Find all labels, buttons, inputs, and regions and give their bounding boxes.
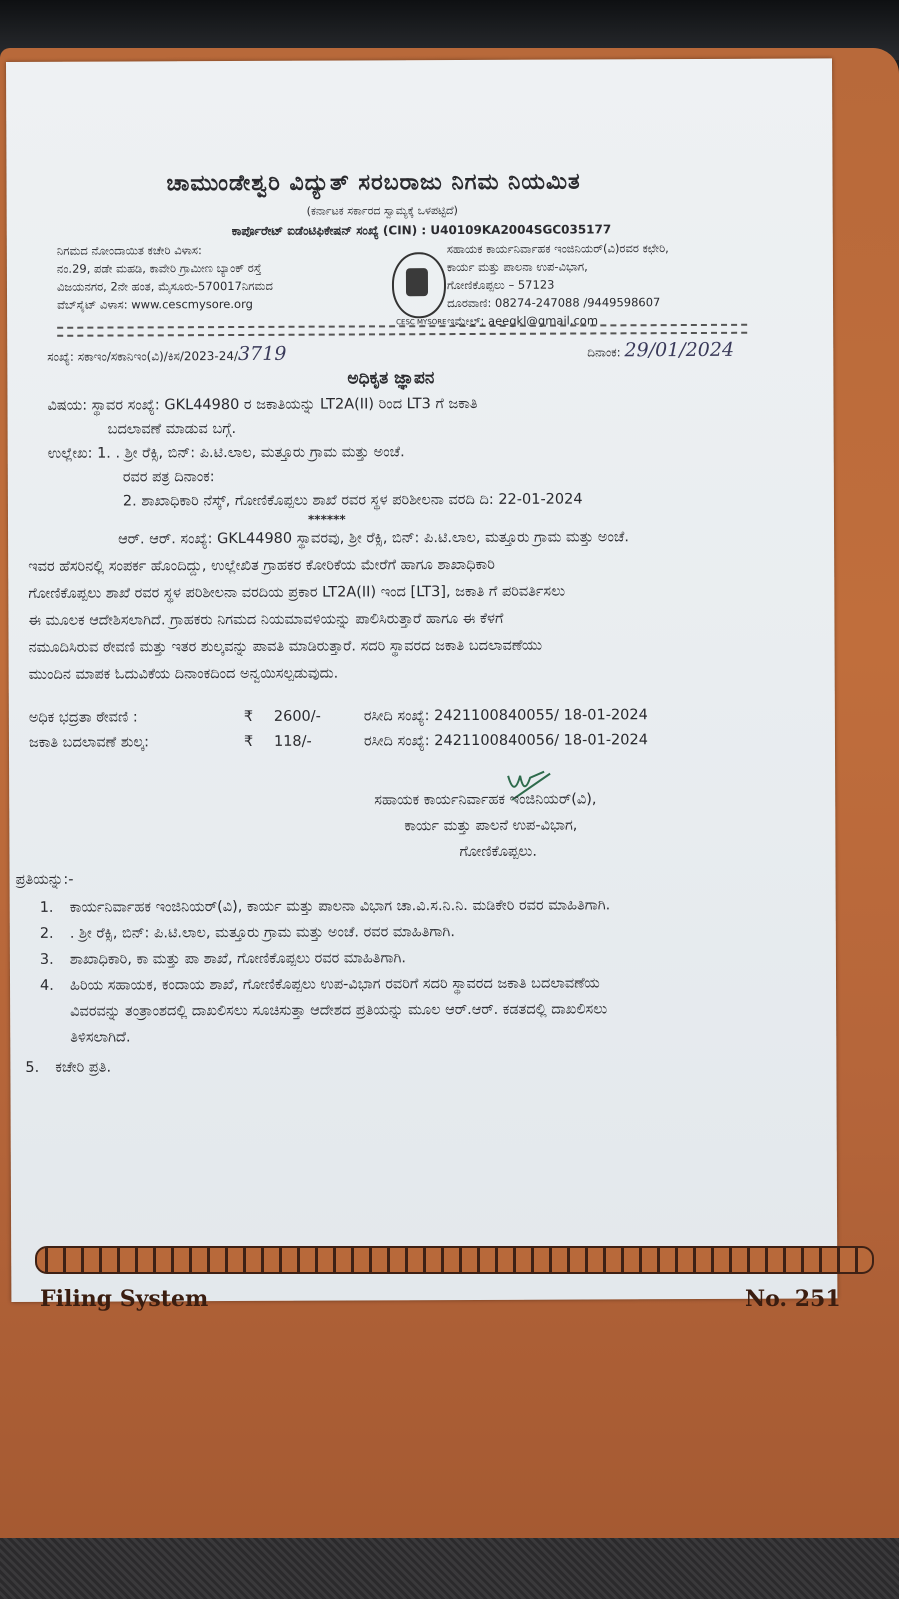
reference-1-continued: ರವರ ಪತ್ರ ದಿನಾಂಕ:	[122, 469, 215, 486]
date-label: ದಿನಾಂಕ:	[587, 345, 621, 360]
reference-number-handwritten: 3719	[237, 342, 287, 365]
right-address-block	[447, 239, 669, 330]
memo-heading: ಅಧಿಕೃತ ಜ್ಞಾಪನ	[347, 368, 435, 389]
copies-heading: ಪ್ರತಿಯನ್ನು:-	[15, 871, 74, 888]
copy-item-number: 3.	[39, 951, 54, 968]
copy-item-number: 4.	[39, 977, 54, 994]
copy-item-text: ಕಚೇರಿ ಪ್ರತಿ.	[55, 1059, 112, 1076]
right-address-line: ಗೋಣಿಕೊಪ್ಪಲು – 57123	[446, 277, 555, 293]
logo-emblem	[406, 268, 428, 296]
email-line: ಇಮೇಲ್: aeegkl@gmail.com	[447, 313, 599, 329]
fee-row	[29, 732, 648, 751]
body-line: ಮುಂದಿನ ಮಾಪಕ ಓದುವಿಕೆಯ ದಿನಾಂಕದಿಂದ ಅನ್ವಯಿಸಲ್ಪಡುವುದು.	[28, 665, 339, 683]
company-name: ಚಾಮುಂಡೇಶ್ವರಿ ವಿದ್ಯುತ್ ಸರಬರಾಜು ನಿಗಮ ನಿಯಮಿತ	[166, 169, 581, 197]
copy-item	[40, 924, 455, 942]
date-field	[587, 339, 734, 362]
fabric-surface	[0, 1538, 899, 1599]
fee-currency: ₹	[243, 733, 254, 750]
reference-1: ಉಲ್ಲೇಖ: 1. . ಶ್ರೀ ರೆಕ್ಸಿ, ಬಿನ್: ಪಿ.ಟಿ.ಲಾಲ, ಮತ್ತೂರು ಗ್ರಾಮ ಮತ್ತು ಅಂಚೆ.	[47, 444, 405, 462]
copy-item-text: ತಿಳಿಸಲಾಗಿದೆ.	[70, 1029, 131, 1046]
copy-item	[40, 975, 600, 993]
copy-item-number: 1.	[39, 899, 54, 916]
subject-line: ವಿಷಯ: ಸ್ಥಾವರ ಸಂಖ್ಯೆ: GKL44980 ರ ಜಕಾತಿಯನ್ನು LT2A(II) ರಿಂದ LT3 ಗೆ ಜಕಾತಿ	[47, 395, 478, 414]
filing-system-label: Filing System	[40, 1286, 209, 1312]
date-handwritten: 29/01/2024	[624, 338, 735, 362]
separator-stars: ******	[307, 512, 346, 527]
document-page	[6, 58, 837, 1302]
copy-item-text: ಕಾರ್ಯನಿರ್ವಾಹಕ ಇಂಜಿನಿಯರ್(ವಿ), ಕಾರ್ಯ ಮತ್ತು ಪಾಲನಾ ವಿಭಾಗ ಚಾ.ವಿ.ಸ.ನಿ.ನಿ. ಮಡಿಕೇರಿ ರವರ ಮಾಹಿತಿಗಾಗಿ.	[69, 897, 611, 916]
left-address-line: ವಿಜಯನಗರ, 2ನೇ ಹಂತ, ಮೈಸೂರು-570017ನಿಗಮದ	[56, 278, 273, 294]
body-line: ಈ ಮೂಲಕ ಆದೇಶಿಸಲಾಗಿದೆ. ಗ್ರಾಹಕರು ನಿಗಮದ ನಿಯಮಾವಳಿಯನ್ನು ಪಾಲಿಸಿರುತ್ತಾರೆ ಹಾಗೂ ಈ ಕೆಳಗೆ	[28, 610, 504, 629]
fee-row	[29, 707, 648, 726]
phone-line: ದೂರವಾಣಿ: 08274-247088 /9449598607	[447, 295, 661, 311]
body-line: ಗೋಣಿಕೊಪ್ಪಲು ಶಾಖೆ ರವರ ಸ್ಥಳ ಪರಿಶೀಲನಾ ವರದಿಯ ಪ್ರಕಾರ LT2A(II) ಇಂದ [LT3], ಜಕಾತಿ ಗೆ ಪರಿವರ್ತಿಸಲು	[28, 583, 566, 602]
body-line: ಆರ್. ಆರ್. ಸಂಖ್ಯೆ: GKL44980 ಸ್ಥಾವರವು, ಶ್ರೀ ರೆಕ್ಸಿ, ಬಿನ್: ಪಿ.ಟಿ.ಲಾಲ, ಮತ್ತೂರು ಗ್ರಾಮ ಮತ್ತು ಅಂಚೆ.	[118, 529, 630, 548]
fee-currency: ₹	[243, 708, 254, 725]
reference-2: 2. ಶಾಖಾಧಿಕಾರಿ ನೆಸ್ಕ್, ಗೋಣಿಕೊಪ್ಪಲು ಶಾಖೆ ರವರ ಸ್ಥಳ ಪರಿಶೀಲನಾ ವರದಿ ದಿ: 22-01-2024	[122, 491, 583, 510]
signatory-title: ಸಹಾಯಕ ಕಾರ್ಯನಿರ್ವಾಹಕ ಇಂಜಿನಿಯರ್(ವಿ),	[374, 791, 597, 809]
fee-label: ಜಕಾತಿ ಬದಲಾವಣೆ ಶುಲ್ಕ:	[28, 734, 150, 751]
fee-receipt: ರಸೀದಿ ಸಂಖ್ಯೆ: 2421100840056/ 18-01-2024	[363, 732, 648, 750]
left-address-line: ನಂ.29, ಪಡೇ ಮಹಡಿ, ಕಾವೇರಿ ಗ್ರಾಮೀಣ ಬ್ಯಾಂಕ್ ರಸ್ತೆ	[56, 260, 262, 276]
folder-decorative-strip	[35, 1246, 874, 1274]
copy-item-text: ವಿವರವನ್ನು ತಂತ್ರಾಂಶದಲ್ಲಿ ದಾಖಲಿಸಲು ಸೂಚಿಸುತ್ತಾ ಆದೇಶದ ಪ್ರತಿಯನ್ನು ಮೂಲ ಆರ್.ಆರ್. ಕಡತದಲ್ಲಿ ದಾಖಲಿಸಲು	[70, 1001, 608, 1020]
body-line: ಇವರ ಹೆಸರಿನಲ್ಲಿ ಸಂಪರ್ಕ ಹೊಂದಿದ್ದು, ಉಲ್ಲೇಖಿತ ಗ್ರಾಹಕರ ಕೋರಿಕೆಯ ಮೇರೆಗೆ ಹಾಗೂ ಶಾಖಾಧಿಕಾರಿ	[28, 556, 495, 575]
fee-amount: 2600/-	[273, 708, 321, 725]
copy-item-number: 2.	[39, 925, 54, 942]
copy-item	[40, 897, 611, 915]
fee-amount: 118/-	[273, 733, 312, 750]
left-address-block	[57, 241, 273, 314]
cin-line: ಕಾರ್ಪೊರೇಟ್ ಐಡೆಂಟಿಫಿಕೇಷನ್ ಸಂಖ್ಯೆ (CIN) : U40109KA2004SGC035177	[231, 222, 612, 239]
company-subtitle: (ಕರ್ನಾಟಕ ಸರ್ಕಾರದ ಸ್ವಾಮ್ಯಕ್ಕೆ ಒಳಪಟ್ಟಿದೆ)	[306, 204, 458, 218]
copy-item	[40, 950, 406, 968]
copy-item-text: ಹಿರಿಯ ಸಹಾಯಕ, ಕಂದಾಯ ಶಾಖೆ, ಗೋಣಿಕೊಪ್ಪಲು ಉಪ-ವಿಭಾಗ ರವರಿಗೆ ಸದರಿ ಸ್ಥಾವರದ ಜಕಾತಿ ಬದಲಾವಣೆಯ	[69, 975, 600, 994]
logo-text: CESC MYSORE	[396, 318, 447, 327]
body-line: ನಮೂದಿಸಿರುವ ಠೇವಣಿ ಮತ್ತು ಇತರ ಶುಲ್ಕವನ್ನು ಪಾವತಿ ಮಾಡಿರುತ್ತಾರೆ. ಸದರಿ ಸ್ಥಾವರದ ಜಕಾತಿ ಬದಲಾವಣೆಯು	[28, 637, 543, 656]
website-line: ವೆಬ್‌ಸೈಟ್ ವಿಳಾಸ: www.cescmysore.org	[57, 296, 253, 312]
left-address-line: ನಿಗಮದ ನೋಂದಾಯಿತ ಕಚೇರಿ ವಿಳಾಸ:	[56, 243, 202, 258]
signatory-subdivision: ಕಾರ್ಯ ಮತ್ತು ಪಾಲನೆ ಉಪ-ವಿಭಾಗ,	[404, 817, 578, 835]
folder-number-label: No. 251	[745, 1286, 841, 1312]
copy-item	[25, 1060, 111, 1076]
fee-label: ಅಧಿಕ ಭದ್ರತಾ ಠೇವಣಿ :	[28, 709, 138, 726]
reference-number	[47, 343, 286, 366]
copy-item-continued	[40, 1029, 130, 1045]
cesc-logo	[392, 252, 447, 327]
subject-line-continued: ಬದಲಾವಣೆ ಮಾಡುವ ಬಗ್ಗೆ.	[107, 420, 237, 438]
right-address-line: ಸಹಾಯಕ ಕಾರ್ಯನಿರ್ವಾಹಕ ಇಂಜಿನಿಯರ್(ವಿ)ರವರ ಕಛೇರಿ,	[446, 241, 669, 257]
header-divider	[57, 324, 747, 337]
copy-item-text: . ಶ್ರೀ ರೆಕ್ಸಿ, ಬಿನ್: ಪಿ.ಟಿ.ಲಾಲ, ಮತ್ತೂರು ಗ್ರಾಮ ಮತ್ತು ಅಂಚೆ. ರವರ ಮಾಹಿತಿಗಾಗಿ.	[69, 924, 455, 942]
copy-item-number: 5.	[25, 1059, 40, 1076]
copy-item-text: ಶಾಖಾಧಿಕಾರಿ, ಕಾ ಮತ್ತು ಪಾ ಶಾಖೆ, ಗೋಣಿಕೊಪ್ಪಲು ರವರ ಮಾಹಿತಿಗಾಗಿ.	[69, 950, 407, 968]
right-address-line: ಕಾರ್ಯ ಮತ್ತು ಪಾಲನಾ ಉಪ-ವಿಭಾಗ,	[446, 259, 588, 275]
reference-number-printed: ಸಂಖ್ಯೆ: ಸಕಾಇಂ/ಸಕಾನಿಇಂ(ವಿ)/ಕಿಸ/2023-24/	[47, 348, 239, 364]
fee-receipt: ರಸೀದಿ ಸಂಖ್ಯೆ: 2421100840055/ 18-01-2024	[363, 707, 648, 725]
signatory-place: ಗೋಣಿಕೊಪ್ಪಲು.	[459, 843, 538, 861]
copy-item-continued	[40, 1001, 607, 1019]
